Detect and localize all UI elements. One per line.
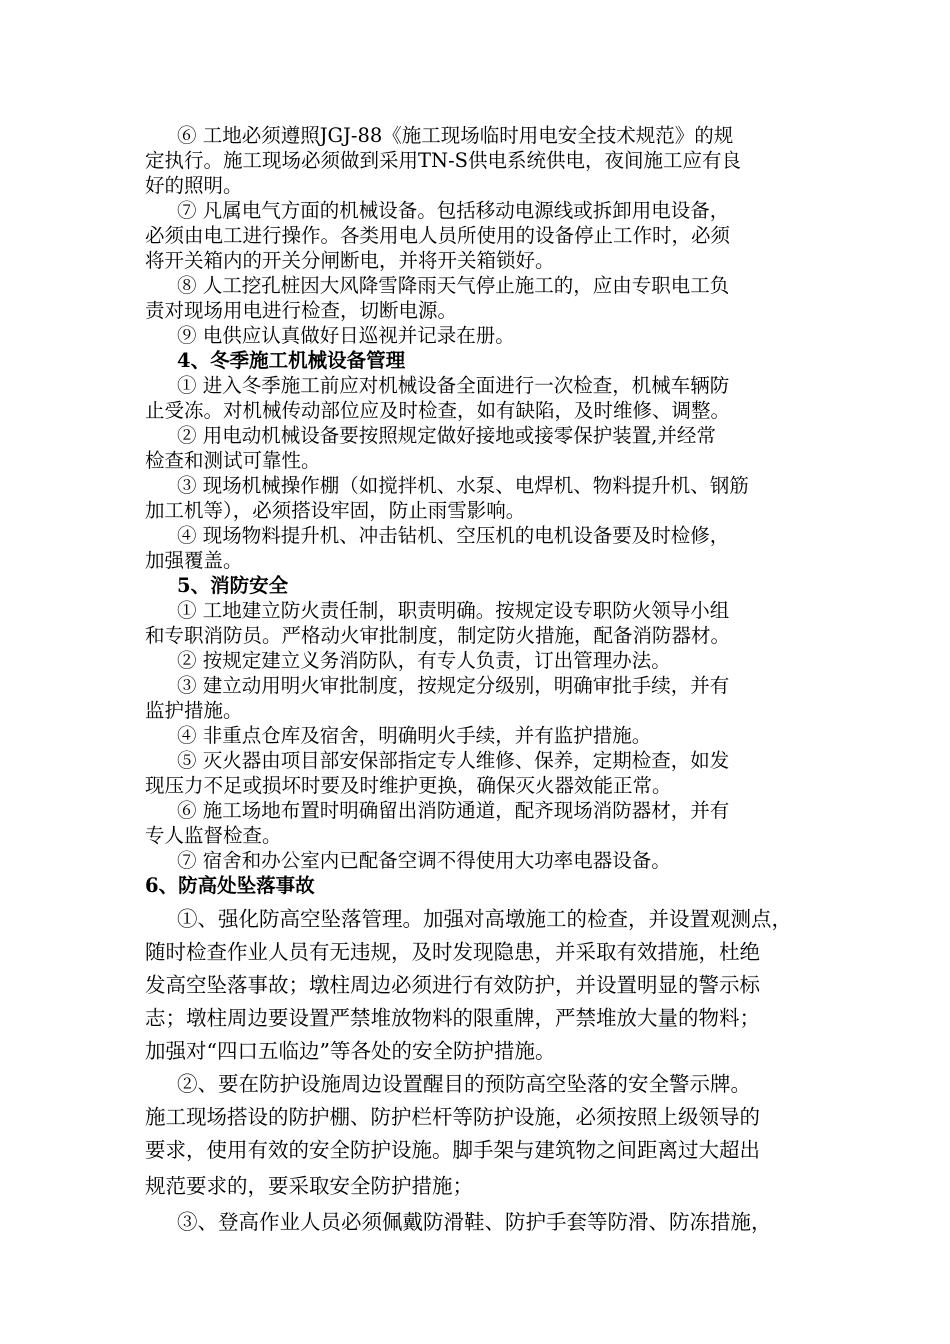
text-line: 加工机等），必须搭设牢固，防止雨雪影响。 bbox=[145, 499, 526, 522]
text-line: ⑤ 灭火器由项目部安保部指定专人维修、保养，定期检查，如发 bbox=[177, 749, 730, 772]
text-line: ④ 非重点仓库及宿舍，明确明火手续，并有监护措施。 bbox=[177, 724, 652, 747]
text-line: 现压力不足或损坏时要及时维护更换，确保灭火器效能正常。 bbox=[145, 774, 672, 797]
text-line: ③ 现场机械操作棚（如搅拌机、水泵、电焊机、物料提升机、钢筋 bbox=[177, 474, 749, 497]
text-line: 监护措施。 bbox=[145, 699, 243, 722]
text-line: 施工现场搭设的防护棚、防护栏杆等防护设施，必须按照上级领导的 bbox=[145, 1105, 760, 1129]
text-line: ② 用电动机械设备要按照规定做好接地或接零保护装置,并经常 bbox=[177, 424, 716, 447]
text-line: 规范要求的，要采取安全防护措施； bbox=[145, 1174, 473, 1198]
text-line: 和专职消防员。严格动火审批制度，制定防火措施，配备消防器材。 bbox=[145, 624, 731, 647]
text-line: 专人监督检查。 bbox=[145, 824, 282, 847]
text-line: ④ 现场物料提升机、冲击钻机、空压机的电机设备要及时检修， bbox=[177, 524, 730, 547]
text-line: 止受冻。对机械传动部位应及时检查，如有缺陷，及时维修、调整。 bbox=[145, 399, 731, 422]
section-heading: 6、防高处坠落事故 bbox=[145, 874, 315, 897]
text-line: 加强对“四口五临边”等各处的安全防护措施。 bbox=[145, 1039, 556, 1063]
text-line: 好的照明。 bbox=[145, 174, 243, 197]
text-line: ⑧ 人工挖孔桩因大风降雪降雨天气停止施工的，应由专职电工负 bbox=[177, 274, 730, 297]
text-line: 随时检查作业人员有无违规，及时发现隐患，并采取有效措施，杜绝 bbox=[145, 940, 760, 964]
section-heading: 4、冬季施工机械设备管理 bbox=[177, 349, 406, 372]
text-line: ③ 建立动用明火审批制度，按规定分级别，明确审批手续，并有 bbox=[177, 674, 730, 697]
text-line: 检查和测试可靠性。 bbox=[145, 449, 321, 472]
text-line: 定执行。施工现场必须做到采用TN-S供电系统供电，夜间施工应有良 bbox=[145, 149, 742, 172]
text-line: 将开关箱内的开关分闸断电，并将开关箱锁好。 bbox=[145, 249, 555, 272]
text-line: 责对现场用电进行检查，切断电源。 bbox=[145, 299, 458, 322]
section-heading: 5、消防安全 bbox=[177, 574, 289, 597]
text-line: 要求，使用有效的安全防护设施。脚手架与建筑物之间距离过大超出 bbox=[145, 1138, 760, 1162]
text-line: ⑥ 施工场地布置时明确留出消防通道，配齐现场消防器材，并有 bbox=[177, 799, 730, 822]
text-line: 必须由电工进行操作。各类用电人员所使用的设备停止工作时，必须 bbox=[145, 224, 731, 247]
text-line: ③、登高作业人员必须佩戴防滑鞋、防护手套等防滑、防冻措施， bbox=[177, 1210, 772, 1234]
text-line: ⑨ 电供应认真做好日巡视并记录在册。 bbox=[177, 324, 515, 347]
text-line: ⑦ 凡属电气方面的机械设备。包括移动电源线或拆卸用电设备， bbox=[177, 199, 730, 222]
text-line: ① 进入冬季施工前应对机械设备全面进行一次检查，机械车辆防 bbox=[177, 374, 730, 397]
text-line: ① 工地建立防火责任制，职责明确。按规定设专职防火领导小组 bbox=[177, 599, 730, 622]
text-line: ② 按规定建立义务消防队，有专人负责，订出管理办法。 bbox=[177, 649, 671, 672]
text-line: ⑦ 宿舍和办公室内已配备空调不得使用大功率电器设备。 bbox=[177, 849, 671, 872]
text-line: 加强覆盖。 bbox=[145, 549, 243, 572]
text-line: 志；墩柱周边要设置严禁堆放物料的限重牌，严禁堆放大量的物料； bbox=[145, 1006, 760, 1030]
text-line: 发高空坠落事故；墩柱周边必须进行有效防护，并设置明显的警示标 bbox=[145, 973, 760, 997]
text-line: ⑥ 工地必须遵照JGJ-88《施工现场临时用电安全技术规范》的规 bbox=[177, 124, 734, 147]
text-line: ①、强化防高空坠落管理。加强对高墩施工的检查，并设置观测点， bbox=[177, 907, 792, 931]
text-line: ②、要在防护设施周边设置醒目的预防高空坠落的安全警示牌。 bbox=[177, 1072, 751, 1096]
